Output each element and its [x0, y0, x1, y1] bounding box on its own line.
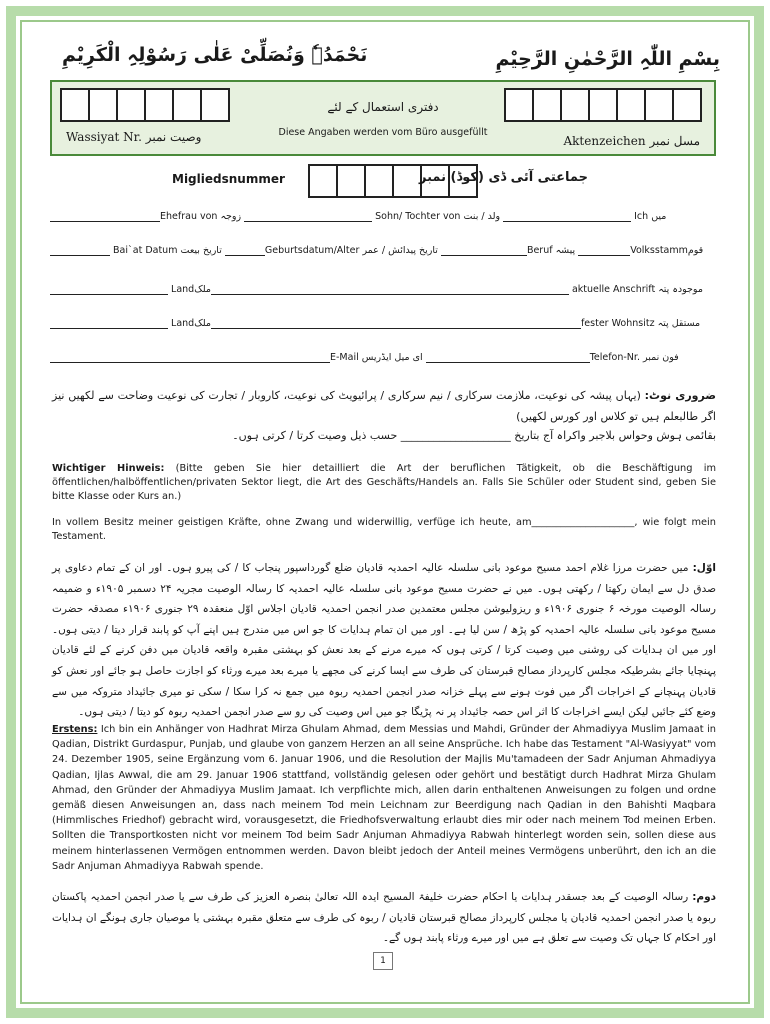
sohn-label-urdu: ولد / بنت: [463, 211, 501, 222]
second-urdu-text: رسالہ الوصیت کے بعد جسقدر ہدایات یا احکام حضرت خلیفۃ المسیح ایدہ اللہ تعالیٰ بنصرہ العزیز کی طرف سے یا صدر انجمن احمدیہ پاکستان ربوہ یا صدر انجمن احمدیہ قادیان یا مجلس کارپرداز مصالح قبرستان قادیان / ربوہ کی طرف سے متعلق مقبرہ بہشتی یا موصیان جاری ہونگے ان ہدایات اور احکام کا جہاں تک وصیت سے تعلق ہے میں اور میرے ورثاء پابند ہوں گے۔: [52, 891, 716, 944]
office-use-box: [50, 80, 716, 156]
email-field[interactable]: [50, 352, 330, 363]
first-urdu-paragraph: [52, 558, 716, 723]
urdu-note: [52, 386, 716, 427]
declaration-paragraph: In vollem Besitz meiner geistigen Kräfte, ohne Zwang und widerwillig, verfüge ich heute, am_____________________, wie folgt mein Testament.: [52, 517, 716, 543]
ehefrau-label: Ehefrau von: [160, 211, 218, 222]
aktenzeichen-label: Aktenzeichen مسل نمبر: [563, 134, 700, 148]
geburtsdatum-label: Geburtsdatum/Alter: [264, 245, 360, 256]
wassiyat-label: Wassiyat Nr. وصیت نمبر: [66, 130, 202, 144]
wohnsitz-field[interactable]: [211, 318, 581, 329]
bait-label-urdu: تاریخ بیعت: [180, 245, 222, 256]
page-number: 1: [373, 952, 393, 970]
telefon-label-urdu: فون نمبر: [643, 352, 679, 363]
input-cell[interactable]: [364, 164, 394, 198]
urdu-note-label: ضروری نوٹ:: [644, 389, 716, 402]
erstens-label: Erstens:: [52, 724, 98, 735]
form-row-permanent: [50, 318, 716, 329]
second-urdu-paragraph: [52, 887, 716, 949]
land2-label: Land: [171, 318, 195, 329]
volksstamm-field[interactable]: [578, 245, 630, 256]
anschrift-label: aktuelle Anschrift: [571, 284, 656, 295]
second-urdu-label: دوم:: [692, 891, 716, 903]
form-row-name: [50, 211, 716, 222]
input-cell[interactable]: [392, 164, 422, 198]
hinweis-label: Wichtiger Hinweis:: [52, 463, 165, 474]
hinweis-text: (Bitte geben Sie hier detailliert die Art der beruflichen Tätigkeit, ob die Beschäftigung im öffentlichen/halböffentlichen/privaten Sektor liegt, die Art des Geschäfts/Handels an. Falls Sie Schüler oder Student sind, geben Sie bitte Klasse oder Kurs an.): [52, 463, 716, 503]
hinweis-paragraph: [52, 462, 716, 505]
first-urdu-text: میں حضرت مرزا غلام احمد مسیح موعود بانی سلسلہ عالیہ احمدیہ قادیان ضلع گورداسپور پنجاب کا / کی پیرو ہوں۔ اور ان کے تمام دعاوی پر صدق دل سے ایمان رکھتا / رکھتی ہوں۔ میں نے حضرت مسیح موعود بانی سلسلہ عالیہ احمدیہ کا رسالہ الوصیت مجریہ ۲۴ دسمبر ۱۹۰۵ء و ضمیمہ رسالہ الوصیت مورخہ ۶ جنوری ۱۹۰۶ء و ریزولیوشن مجلس معتمدین صدر انجمن احمدیہ قادیان اجلاس اوّل منعقدہ ۲۹ جنوری ۱۹۰۶ء مصدقہ حضرت مسیح موعود بانی سلسلہ عالیہ احمدیہ کو پڑھ / سن لیا ہے۔ اور میں ان تمام ہدایات کا جو اس میں مندرج ہیں اپنے آپ کو پابند قرار دیتا / دیتی ہوں۔ اور میں ان ہدایات کی روشنی میں وصیت کرتا / کرتی ہوں کہ میرے مرنے کے بعد نعش کو بہشتی مقبرہ واقعہ قادیان میں دفن کرنے کے لئے قادیان پہنچایا جائے بشرطیکہ مجلس کارپرداز مصالح قبرستان کی طرف سے ایسا کرنے کی مجھے یا میرے بعد میرے ورثاء کو اجازت حاصل ہو جائے اور نعش کو قادیان پہنچانے کے اخراجات اگر میں فوت ہونے سے پہلے خزانہ صدر انجمن احمدیہ ربوہ میں جمع نہ کرا سکا / سکی تو میری جائیداد متروکہ میں سے وضع کئے جائیں لیکن ایسے اخراجات کا اثر اس حصہ جائیداد پر نہ پڑیگا جو میں اس وصیت کی رو سے صدر انجمن احمدیہ ربوہ کو دیتا / دیتی ہوں۔: [52, 562, 716, 719]
form-row-details: [50, 245, 716, 256]
member-id-label-urdu: جماعتی آئی ڈی (کوڈ) نمبر: [419, 170, 588, 185]
bismillah-heading: بِسْمِ اللّٰہِ الرَّحْمٰنِ الرَّحِیْمِ: [495, 48, 720, 70]
land-label-urdu: ملک: [194, 284, 211, 295]
beruf-label: Beruf: [526, 245, 553, 256]
bait-field[interactable]: [50, 245, 110, 256]
ehefrau-label-urdu: زوجہ: [220, 211, 242, 222]
office-use-note: Diese Angaben werden vom Büro ausgefüllt: [278, 127, 488, 138]
first-urdu-label: اوّل:: [692, 562, 716, 574]
durood-heading: نَحْمَدُہٗ وَنُصَلِّیْ عَلٰی رَسُوْلِہِ الْکَرِیْمِ: [62, 44, 368, 66]
volksstamm-label-urdu: قوم: [687, 245, 704, 256]
email-label-urdu: ای میل ایڈریس: [361, 352, 423, 363]
ich-label: Ich: [634, 211, 649, 222]
ich-field[interactable]: [503, 211, 631, 222]
form-row-contact: [50, 352, 716, 363]
sohn-label: Sohn/ Tochter von: [375, 211, 461, 222]
wohnsitz-label: fester Wohnsitz: [580, 318, 655, 329]
input-cell[interactable]: [308, 164, 338, 198]
beruf-field[interactable]: [441, 245, 527, 256]
telefon-label: Telefon-Nr.: [589, 352, 640, 363]
anschrift-label-urdu: موجودہ پتہ: [658, 284, 703, 295]
email-label: E-Mail: [330, 352, 359, 363]
beruf-label-urdu: پیشہ: [555, 245, 576, 256]
land-field[interactable]: [50, 284, 168, 295]
geburtsdatum-label-urdu: تاریخ پیدائش / عمر: [362, 245, 438, 256]
erstens-text: Ich bin ein Anhänger von Hadhrat Mirza Ghulam Ahmad, dem Messias und Mahdi, Gründer der Ahmadiyya Muslim Jamaat in Qadian, Distrikt Gurdaspur, Punjab, und glaube von ganzem Herzen an all seine Ansprüche. Ich habe das Testament "Al-Wasiyyat" vom 24. Dezember 1905, seine Ergänzung vom 6. Januar 1906, und die Resolution der Majlis Mu'tamadeen der Sadr Anjuman Ahmadiyya Qadian, Ijlas Awwal, die am 29. Januar 1906 stattfand, vollständig gelesen oder gehört und bestätigt durch Hadhrat Mirza Ghulam Ahmad, den Gründer der Ahmadiyya Muslim Jamaat. Ich verpflichte mich, allen darin enthaltenen Anweisungen zu folgen und ordne gemäß diesen Anweisungen an, dass nach meinem Tod mein Leichnam zur Beerdigung nach Qadian in den Bahishti Maqbara (Himmlisches Friedhof) gebracht wird, vorausgesetzt, die Friedhofsverwaltung erlaubt dies mir oder nach meinem Tod meinen Erben. Sollten die Transportkosten nicht vor meinem Tod beim Sadr Anjuman Ahmadiyya Rabwah hinterlegt worden sein, sollen diese aus meinem hinterlassenen Vermögen entnommen werden. Davon bleibt jedoch der Anteil meines Vermögens unberührt, den ich an die Sadr Anjuman Ahmadiyya Rabwah spende.: [52, 724, 716, 872]
form-row-address: [50, 284, 716, 295]
input-cell[interactable]: [336, 164, 366, 198]
urdu-note-text: (یہاں پیشہ کی نوعیت، ملازمت سرکاری / نیم سرکاری / پرائیویٹ کی نوعیت، کاروبار / تجارت کی نوعیت وضاحت سے لکھیں نیز اگر طالبعلم ہیں تو کلاس اور کورس لکھیں): [52, 389, 716, 423]
bait-label: Bai`at Datum: [113, 245, 178, 256]
wohnsitz-label-urdu: مستقل پتہ: [657, 318, 701, 329]
geburtsdatum-field[interactable]: [225, 245, 265, 256]
urdu-declaration: بقائمی ہوش وحواس بلاجبر واکراہ آج بتاریخ ____________________ حسب ذیل وصیت کرتا / کرتی ہوں۔: [232, 429, 716, 442]
land-label: Land: [171, 284, 195, 295]
member-id-row: [50, 164, 716, 198]
volksstamm-label: Volksstamm: [630, 245, 688, 256]
telefon-field[interactable]: [426, 352, 590, 363]
sohn-field[interactable]: [244, 211, 372, 222]
erstens-paragraph: [52, 722, 716, 874]
ehefrau-field[interactable]: [50, 211, 160, 222]
anschrift-field[interactable]: [211, 284, 569, 295]
member-id-label: Migliedsnummer: [172, 172, 285, 186]
land2-field[interactable]: [50, 318, 168, 329]
land2-label-urdu: ملک: [194, 318, 211, 329]
office-use-title: دفتری استعمال کے لئے: [327, 100, 439, 114]
ich-label-urdu: میں: [651, 211, 667, 222]
